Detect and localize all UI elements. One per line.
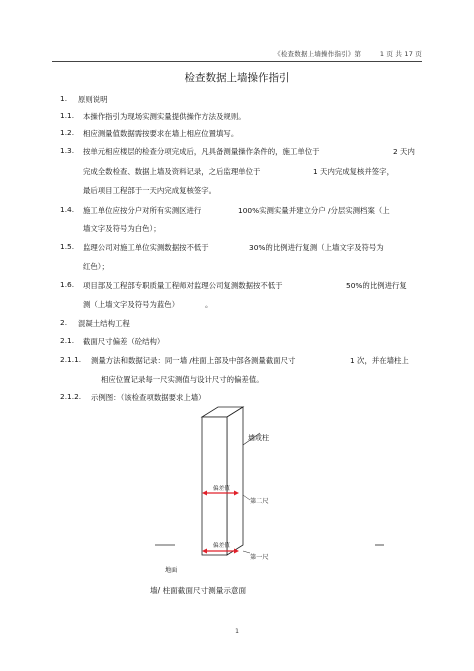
section-1-4-number: 1.4. (60, 205, 75, 214)
label-deviation-upper: 偏差值 (213, 486, 230, 492)
section-1-1-number: 1.1. (60, 111, 75, 120)
label-second-ruler: 第二尺 (250, 498, 269, 505)
label-wall-or-column: 墙或柱 (248, 434, 269, 442)
section-2-1-2-text: 示例图：（该检查项数据要求上墙） (91, 393, 206, 402)
section-1-3-line-1b: 2 天内 (393, 147, 415, 156)
section-1-6-number: 1.6. (60, 280, 75, 289)
section-1-5-line-2: 红色）； (83, 262, 109, 271)
section-1-4-line-1: 施工单位应按分户对所有实测区进行 (83, 206, 202, 215)
section-1-5-line-1: 监理公司对施工单位实测数据按不低于 (83, 243, 209, 252)
section-1-1-text: 本操作指引为现场实测实量提供操作方法及规则。 (83, 112, 246, 121)
section-2-1-number: 2.1. (60, 336, 75, 345)
page-number: 1 (235, 628, 239, 635)
running-header (274, 49, 422, 58)
section-2-number: 2. (60, 318, 68, 327)
ruler1-leader (243, 551, 250, 553)
section-2-1-1-line-2: 相应位置记录每一尺实测值与设计尺寸的偏差值。 (101, 375, 264, 384)
section-1-5-line-1b: 30%的比例进行复测（上墙文字及符号为 (249, 243, 384, 252)
section-2-1-1-line-1: 测量方法和数据记录：同一墙 /柱面上部及中部各测量截面尺寸 (91, 356, 296, 365)
section-1-3-line-2b: 1 天内完成复核并签字， (313, 167, 394, 176)
figure-caption: 墙/ 柱面截面尺寸测量示意面 (150, 586, 247, 595)
section-1-3-line-2: 完成全数检查、数据上墙及资料记录，之后监理单位于 (83, 167, 261, 176)
section-2-title: 混凝土结构工程 (78, 319, 130, 328)
section-1-3-number: 1.3. (60, 146, 75, 155)
section-1-title: 原则说明 (78, 95, 108, 104)
ruler2-leader (243, 495, 250, 500)
header-page-info: 1 页 共 17 页 (379, 50, 422, 58)
section-1-4-line-1b: 100%实测实量并建立分户 /分层实测档案（上 (238, 206, 390, 215)
label-deviation-lower: 偏差值 (213, 543, 230, 549)
section-1-6-line-2b: 。 (205, 300, 213, 309)
label-ground: 地面 (165, 567, 178, 574)
section-1-2-number: 1.2. (60, 128, 75, 137)
section-2-1-2-number: 2.1.2. (60, 392, 82, 401)
section-1-4-line-2: 墙文字及符号为白色）； (83, 224, 161, 233)
header-rule (52, 61, 422, 62)
section-1-2-text: 相应测量值数据需按要求在墙上相应位置填写。 (83, 129, 239, 138)
section-2-1-1-number: 2.1.1. (60, 355, 82, 364)
header-doc-title: 《检查数据上墙操作指引》第 (274, 50, 362, 58)
section-1-6-line-2: 测（上墙文字及符号为蓝色） (83, 300, 180, 309)
document-title: 检查数据上墙操作指引 (184, 72, 290, 84)
section-2-1-text: 截面尺寸偏差（砼结构） (83, 337, 165, 346)
section-2-1-1-line-1b: 1 次，并在墙柱上 (350, 356, 409, 365)
wall-column-diagram (140, 405, 400, 600)
section-1-6-line-1: 项目部及工程部专职质量工程师对监理公司复测数据按不低于 (83, 281, 283, 290)
section-1-3-line-1: 按单元相应楼层的检查分项完成后，凡具备测量操作条件的，施工单位于 (83, 147, 320, 156)
section-1-number: 1. (60, 94, 68, 103)
column-side-face (227, 407, 243, 555)
section-1-3-line-3: 最后项目工程部于一天内完成复核签字。 (83, 186, 217, 195)
label-first-ruler: 第一尺 (250, 554, 269, 561)
section-1-6-line-1b: 50%的比例进行复 (346, 281, 407, 290)
section-1-5-number: 1.5. (60, 242, 75, 251)
